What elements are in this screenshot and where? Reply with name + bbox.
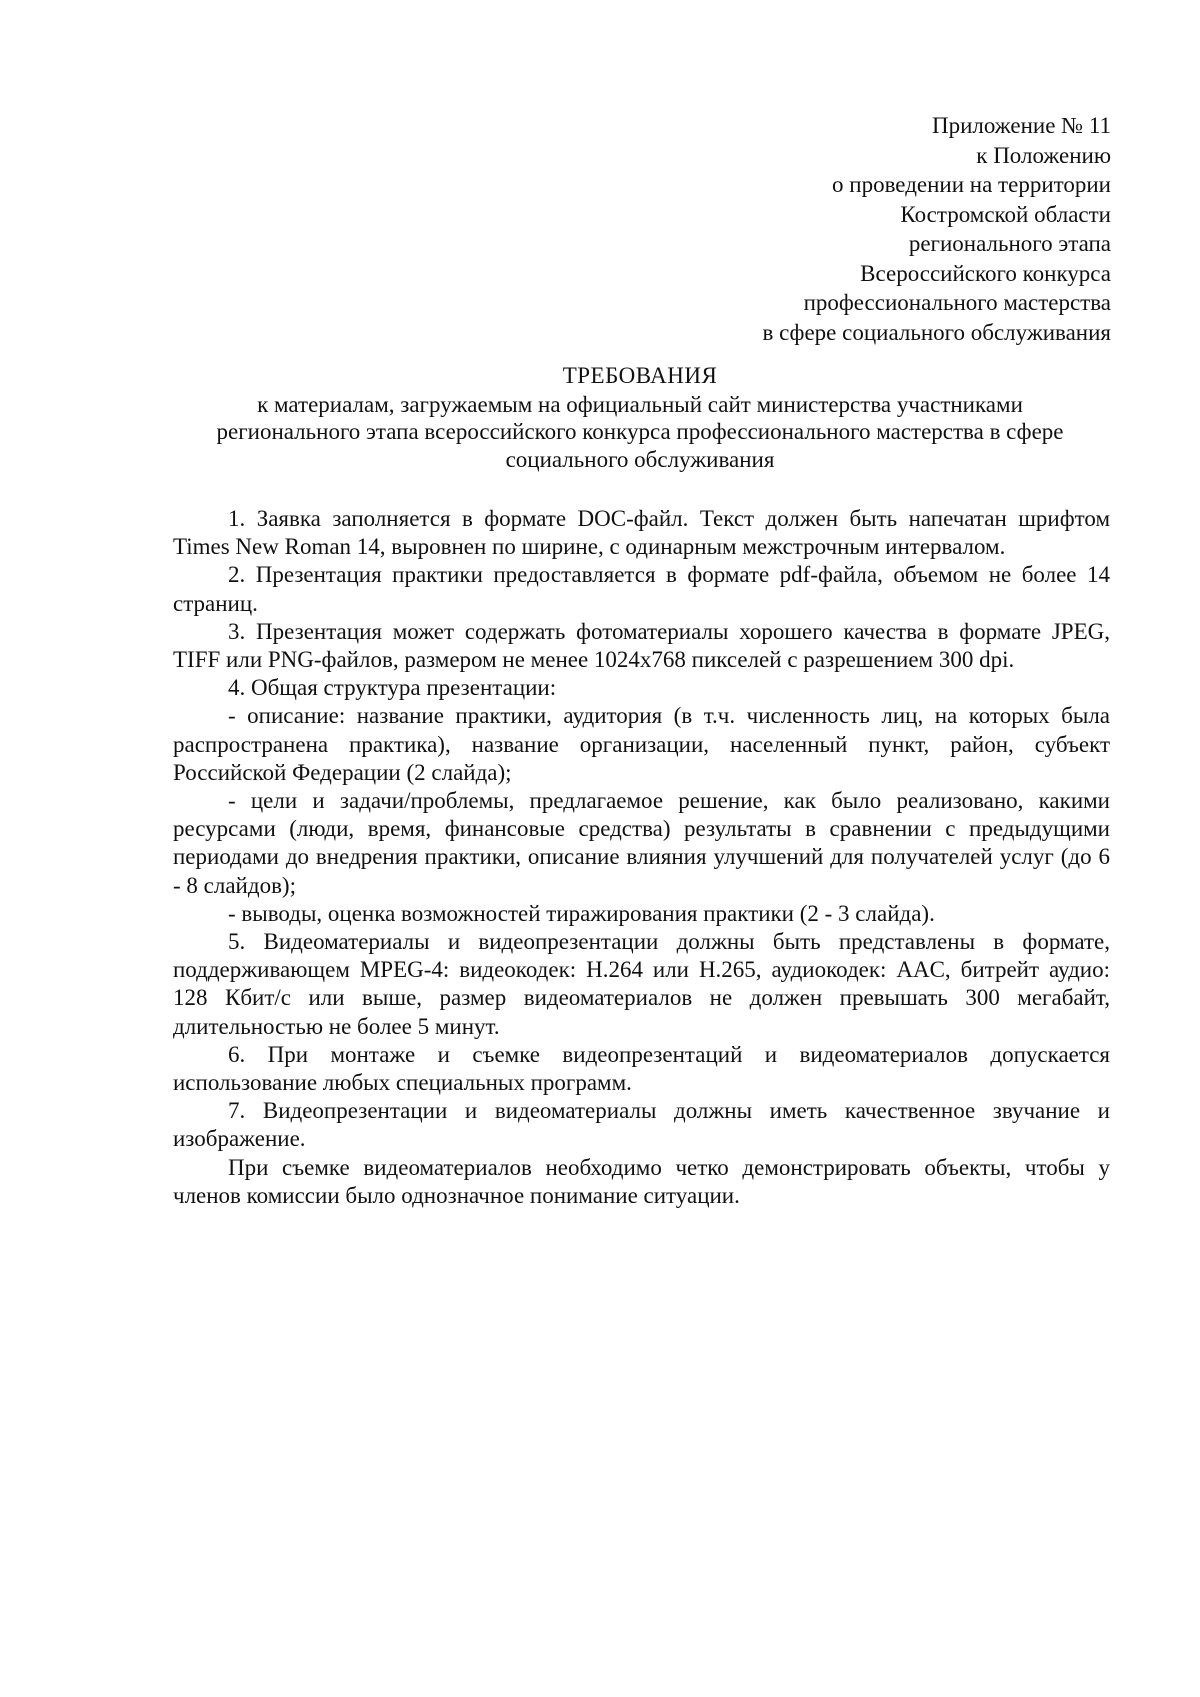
annex-line: Приложение № 11 (931, 113, 1111, 138)
annex-line: Костромской области (900, 201, 1111, 227)
structure-item: - описание: название практики, аудитория (в т.ч. численность лиц, на которых была распространена практика), название организации, населенный пункт, район, субъект Российской Федерации (2 слайда); (173, 703, 1110, 785)
closing-paragraph: При съемке видеоматериалов необходимо четко демонстрировать объекты, чтобы у членов комиссии было однозначное понимание ситуации. (173, 1154, 1110, 1208)
annex-reference (591, 111, 1111, 347)
requirement-paragraph: 3. Презентация может содержать фотоматериалы хорошего качества в формате JPEG, TIFF или PNG-файлов, размером не менее 1024x768 пикселей с разрешением 300 dpi. (173, 618, 1110, 673)
structure-item: - выводы, оценка возможностей тиражирования практики (2 - 3 слайда). (228, 900, 935, 926)
requirement-paragraph: 7. Видеопрезентации и видеоматериалы должны иметь качественное звучание и изображение. (173, 1098, 1110, 1152)
annex-line: к Положению (976, 142, 1111, 168)
document-subtitle-line: регионального этапа всероссийского конкурса профессионального мастерства в сфере (216, 419, 1064, 444)
annex-line: о проведении на территории (832, 172, 1111, 197)
requirement-paragraph: 5. Видеоматериалы и видеопрезентации должны быть представлены в формате, поддерживающем MPEG-4: видеокодек: H.264 или H.265, аудиокодек: AAC, битрейт аудио: 128 Кбит/с или выше, размер видеоматериалов не должен превышать 300 мегабайт, длительностью не более 5 минут. (173, 929, 1110, 1039)
requirement-paragraph: 2. Презентация практики предоставляется в формате pdf-файла, объемом не более 14 страниц. (173, 562, 1110, 616)
document-subtitle-line: к материалам, загружаемым на официальный сайт министерства участниками (257, 391, 1023, 417)
requirement-paragraph: 1. Заявка заполняется в формате DOC-файл. Текст должен быть напечатан шрифтом Times New Roman 14, выровнен по ширине, с одинарным межстрочным интервалом. (173, 506, 1110, 560)
document-subtitle-line: социального обслуживания (505, 446, 775, 472)
annex-line: регионального этапа (908, 231, 1111, 256)
document-title-block (160, 362, 1120, 473)
annex-line: в сфере социального обслуживания (762, 319, 1111, 345)
document-heading: ТРЕБОВАНИЯ (562, 363, 718, 388)
document-body (173, 505, 1110, 1210)
annex-line: Всероссийского конкурса (860, 260, 1111, 286)
requirement-paragraph: 6. При монтаже и съемке видеопрезентаций и видеоматериалов допускается использование любых специальных программ. (173, 1041, 1110, 1096)
requirement-paragraph: 4. Общая структура презентации: (228, 675, 557, 701)
annex-line: профессионального мастерства (803, 290, 1111, 315)
structure-item: - цели и задачи/проблемы, предлагаемое решение, как было реализовано, какими ресурсами (люди, время, финансовые средства) результаты в сравнении с предыдущими периодами до внедрения практики, описание влияния улучшений для получателей услуг (до 6 - 8 слайдов); (173, 788, 1110, 898)
